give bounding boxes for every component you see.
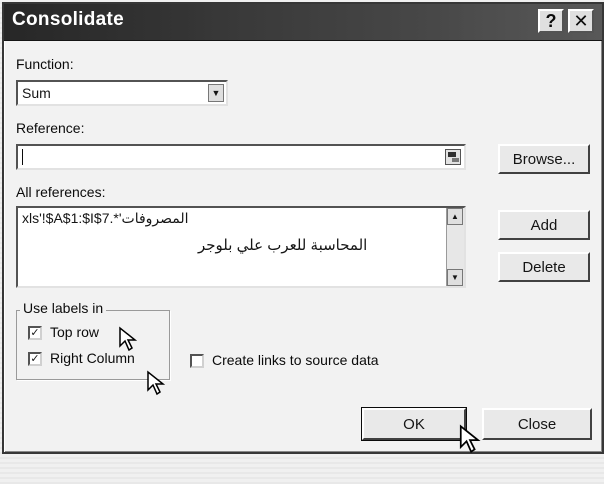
- close-icon[interactable]: [568, 9, 594, 33]
- all-references-label-text: All references:: [16, 184, 106, 200]
- function-label: [16, 56, 74, 72]
- list-scrollbar[interactable]: [446, 208, 464, 286]
- top-row-checkbox[interactable]: ✓: [28, 326, 42, 340]
- title-bar: [4, 4, 602, 41]
- collapse-dialog-glyph: [448, 152, 456, 157]
- function-combobox[interactable]: [16, 80, 228, 106]
- list-item-text: xls'!$A$1:$I$7.*'المصروفات: [22, 210, 189, 226]
- close-button-label: Close: [517, 415, 557, 433]
- delete-button-label: Delete: [522, 258, 566, 276]
- text-caret: [22, 149, 23, 165]
- right-column-label-text: Right Column: [50, 350, 135, 366]
- browse-button[interactable]: [498, 144, 590, 174]
- function-label-text: Function:: [16, 56, 74, 72]
- create-links-checkbox[interactable]: [190, 354, 204, 368]
- top-row-label[interactable]: [50, 324, 99, 340]
- help-glyph: ?: [545, 10, 557, 31]
- help-icon[interactable]: [538, 9, 564, 33]
- browse-button-label: Browse...: [512, 150, 576, 168]
- all-references-list[interactable]: [16, 206, 466, 288]
- right-column-label[interactable]: [50, 350, 135, 366]
- list-overlay-text: [198, 236, 367, 254]
- scroll-up-icon[interactable]: ▲: [447, 208, 463, 225]
- dialog-title: Consolidate: [12, 9, 125, 30]
- use-labels-legend-text: Use labels in: [23, 300, 104, 316]
- add-button[interactable]: [498, 210, 590, 240]
- close-glyph: ✕: [573, 10, 589, 31]
- create-links-label-text: Create links to source data: [212, 352, 379, 368]
- reference-label: [16, 120, 84, 136]
- reference-input[interactable]: [16, 144, 466, 170]
- function-value: Sum: [22, 85, 51, 101]
- list-item[interactable]: [22, 210, 189, 227]
- collapse-dialog-glyph-2: [452, 158, 459, 162]
- mouse-pointer-icon: [146, 370, 166, 396]
- list-overlay-text-span: المحاسبة للعرب علي بلوجر: [198, 237, 368, 254]
- ok-button-label: OK: [403, 415, 425, 433]
- add-button-label: Add: [530, 216, 558, 234]
- close-button[interactable]: [482, 408, 592, 440]
- collapse-dialog-icon[interactable]: [445, 149, 461, 165]
- delete-button[interactable]: [498, 252, 590, 282]
- use-labels-legend: [20, 300, 106, 316]
- all-references-label: [16, 184, 105, 200]
- consolidate-dialog: [2, 2, 604, 454]
- reference-label-text: Reference:: [16, 120, 85, 136]
- mouse-pointer-icon: [118, 326, 138, 352]
- right-column-checkbox[interactable]: ✓: [28, 352, 42, 366]
- chevron-down-icon[interactable]: ▼: [208, 84, 224, 102]
- scroll-down-icon[interactable]: ▼: [447, 269, 463, 286]
- top-row-label-text: Top row: [50, 324, 100, 340]
- mouse-pointer-icon: [458, 424, 482, 454]
- ok-button[interactable]: [362, 408, 466, 440]
- create-links-label[interactable]: [212, 352, 379, 368]
